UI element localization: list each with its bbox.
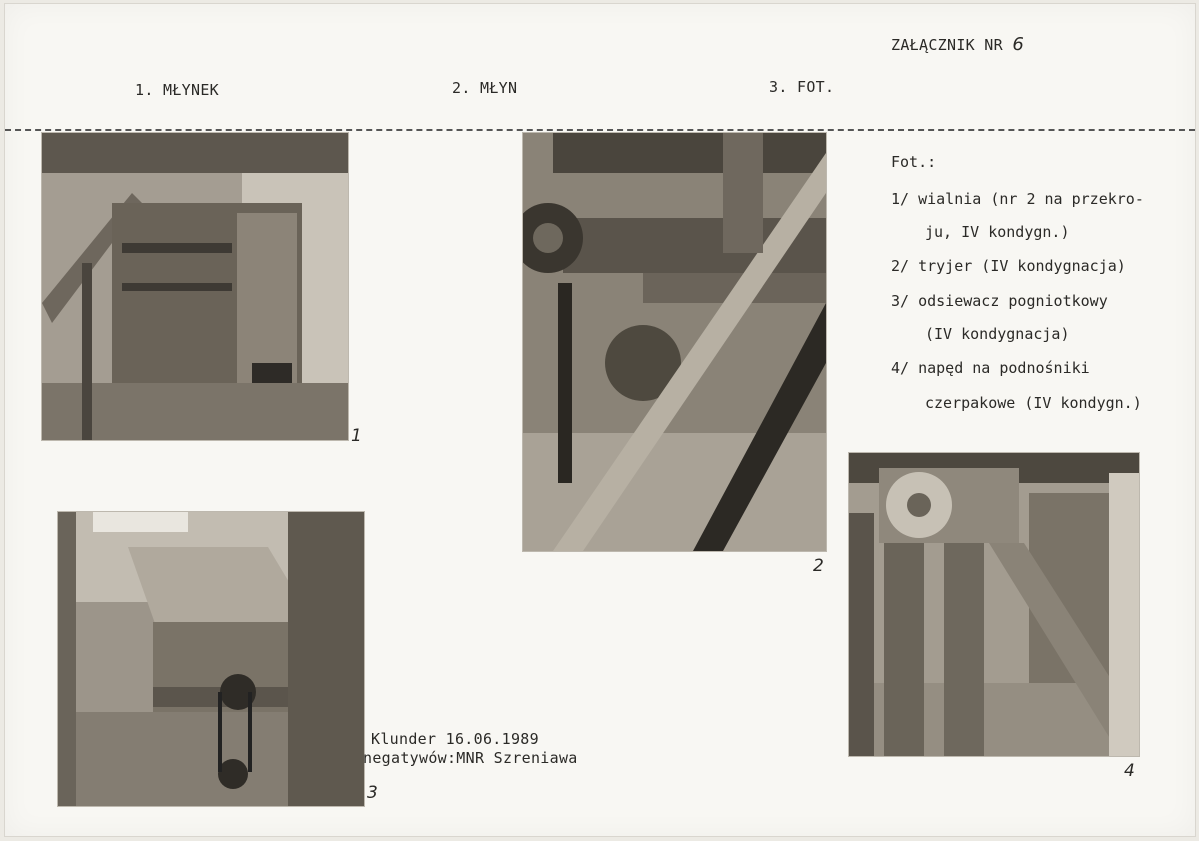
photo-4-number: 4 (1124, 761, 1136, 781)
legend-line-7: czerpakowe (IV kondygn.) (925, 394, 1142, 412)
attachment-label-text: ZAŁĄCZNIK NR (891, 36, 1003, 54)
header-col-1: 1. MŁYNEK (135, 81, 219, 99)
attachment-number: 6 (1012, 34, 1025, 55)
credits-line-1: Klunder 16.06.1989 (371, 730, 539, 748)
legend-line-2: ju, IV kondygn.) (925, 223, 1070, 241)
legend-line-3: 2/ tryjer (IV kondygnacja) (891, 257, 1126, 275)
document-sheet (4, 3, 1196, 837)
photo-2-number: 2 (813, 556, 825, 576)
header-col-2: 2. MŁYN (452, 79, 518, 97)
photo-4 (848, 452, 1140, 757)
legend-line-4: 3/ odsiewacz pogniotkowy (891, 292, 1108, 310)
legend-line-1: 1/ wialnia (nr 2 na przekro- (891, 190, 1144, 208)
photo-1-number: 1 (351, 426, 363, 446)
photo-2 (522, 132, 827, 552)
photo-3 (57, 511, 365, 807)
attachment-label (891, 34, 1024, 55)
header-col-3: 3. FOT. (769, 78, 835, 96)
legend-title: Fot.: (891, 153, 937, 171)
photo-3-number: 3 (367, 783, 379, 803)
photo-1 (41, 132, 349, 441)
credits-line-2: negatywów:MNR Szreniawa (363, 749, 578, 767)
legend-line-6: 4/ napęd na podnośniki (891, 359, 1090, 377)
dashed-divider (5, 129, 1195, 131)
legend-line-5: (IV kondygnacja) (925, 325, 1070, 343)
